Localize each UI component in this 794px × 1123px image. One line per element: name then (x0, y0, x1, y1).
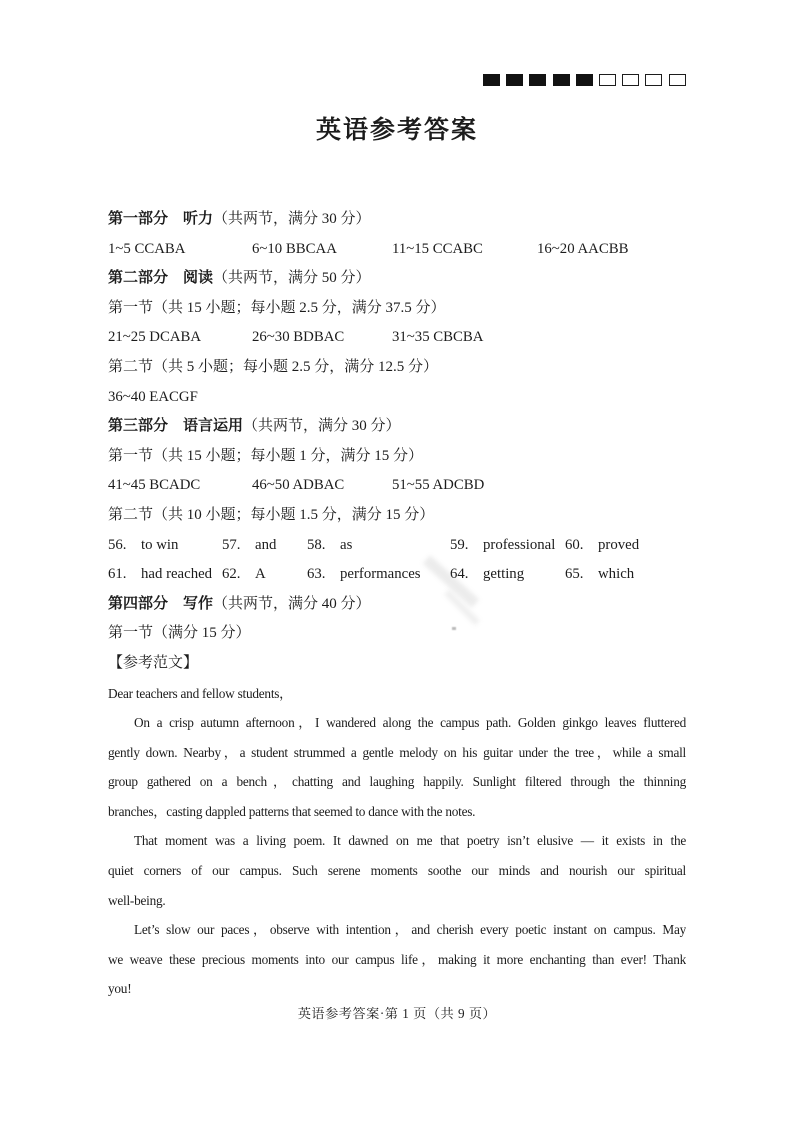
part2-heading-rest: （共两节，满分 50 分） (213, 270, 371, 287)
answer-key-content (108, 205, 686, 1004)
answer-group: 36~40 EACGF (108, 388, 198, 405)
answer-text: and (255, 536, 277, 553)
answer-number: 62. (222, 566, 241, 583)
answer-text: A (255, 566, 266, 583)
part3-section2-heading: 第二节（共 10 小题；每小题 1.5 分，满分 15 分） (108, 506, 435, 523)
reading-answer-row (108, 323, 686, 353)
filled-mark-icon (483, 74, 500, 86)
part2-heading-bold: 第二部分 阅读 (108, 270, 214, 287)
essay-line: well-being. (108, 892, 166, 908)
registration-marks (483, 74, 686, 86)
filled-mark-icon (576, 74, 593, 86)
essay-line: On a crisp autumn afternoon，I wandered along the campus path. Golden ginkgo leaves fluttered (134, 715, 686, 731)
grammar-answer-row-1 (108, 531, 686, 561)
answer-group: 31~35 CBCBA (392, 329, 484, 346)
part4-section1-heading: 第一节（满分 15 分） (108, 625, 251, 642)
hollow-mark-icon (622, 74, 639, 86)
seven-choose-five-answer-row (108, 383, 686, 413)
hollow-mark-icon (599, 74, 616, 86)
part3-heading (108, 412, 686, 442)
answer-item (450, 560, 565, 590)
part4-heading-rest: （共两节，满分 40 分） (213, 595, 371, 612)
answer-item (450, 531, 565, 561)
part3-heading-bold: 第三部分 语言运用 (108, 418, 244, 435)
answer-text: professional (483, 536, 556, 553)
part2-heading (108, 264, 686, 294)
answer-group: 16~20 AACBB (537, 240, 629, 257)
answer-item (222, 531, 307, 561)
answer-text: as (340, 536, 353, 553)
answer-group: 1~5 CCABA (108, 240, 186, 257)
part2-section1-heading: 第一节（共 15 小题；每小题 2.5 分，满分 37.5 分） (108, 299, 446, 316)
answer-text: getting (483, 566, 525, 583)
part1-heading-bold: 第一部分 听力 (108, 211, 214, 227)
answer-item (565, 560, 634, 590)
answer-group: 6~10 BBCAA (252, 240, 337, 257)
answer-group: 51~55 ADCBD (392, 477, 485, 494)
answer-number: 61. (108, 566, 127, 583)
answer-text: proved (598, 536, 640, 553)
answer-group: 21~25 DCABA (108, 329, 202, 346)
listening-answer-row (108, 235, 686, 265)
part2-section2-heading: 第二节（共 5 小题；每小题 2.5 分，满分 12.5 分） (108, 358, 439, 375)
answer-text: to win (141, 536, 179, 553)
essay-salutation: Dear teachers and fellow students， (108, 685, 293, 701)
answer-item (108, 531, 222, 561)
answer-text: performances (340, 566, 421, 583)
answer-number: 65. (565, 566, 584, 583)
answer-number: 56. (108, 536, 127, 553)
part1-heading-rest: （共两节，满分 30 分） (213, 211, 371, 227)
part4-heading-bold: 第四部分 写作 (108, 595, 214, 612)
essay-line: That moment was a living poem. It dawned on me that poetry isn’t elusive — it exists in the (134, 833, 686, 849)
answer-number: 64. (450, 566, 469, 583)
answer-number: 57. (222, 536, 241, 553)
model-essay-label: 【参考范文】 (108, 654, 199, 671)
answer-group: 46~50 ADBAC (252, 477, 345, 494)
essay-line: Let’s slow our paces，observe with intention，and cherish every poetic instant on campus. May (134, 922, 686, 938)
part1-heading (108, 205, 686, 235)
cloze-answer-row (108, 471, 686, 501)
page-footer: 英语参考答案·第 1 页（共 9 页） (297, 1006, 497, 1021)
answer-item (565, 531, 639, 561)
essay-line: we weave these precious moments into our campus life，making it more enchanting than ever! Thank (108, 951, 686, 967)
essay-line: branches，casting dappled patterns that seemed to dance with the notes. (108, 803, 476, 819)
part4-heading (108, 590, 686, 620)
page-title: 英语参考答案 (315, 117, 478, 144)
answer-number: 58. (307, 536, 326, 553)
essay-line: gently down. Nearby，a student strummed a gentle melody on his guitar under the tree，while a small (108, 744, 686, 760)
answer-number: 63. (307, 566, 326, 583)
grammar-answer-row-2 (108, 560, 686, 590)
part3-section1-heading: 第一节（共 15 小题；每小题 1 分，满分 15 分） (108, 447, 424, 464)
answer-text: had reached (141, 566, 213, 583)
filled-mark-icon (553, 74, 570, 86)
answer-number: 59. (450, 536, 469, 553)
answer-item (108, 560, 222, 590)
filled-mark-icon (506, 74, 523, 86)
hollow-mark-icon (645, 74, 662, 86)
essay-line: you! (108, 981, 132, 997)
essay-line: quiet corners of our campus. Such serene moments soothe our minds and nourish our spiritual (108, 863, 686, 879)
answer-item (222, 560, 307, 590)
part3-heading-rest: （共两节，满分 30 分） (243, 418, 401, 435)
answer-number: 60. (565, 536, 584, 553)
answer-text: which (598, 566, 635, 583)
answer-group: 11~15 CCABC (392, 240, 483, 257)
hollow-mark-icon (669, 74, 686, 86)
answer-group: 26~30 BDBAC (252, 329, 345, 346)
answer-group: 41~45 BCADC (108, 477, 201, 494)
scan-artifact (452, 627, 456, 630)
filled-mark-icon (529, 74, 546, 86)
essay-line: group gathered on a bench，chatting and laughing happily. Sunlight filtered through the thinning (108, 774, 686, 790)
